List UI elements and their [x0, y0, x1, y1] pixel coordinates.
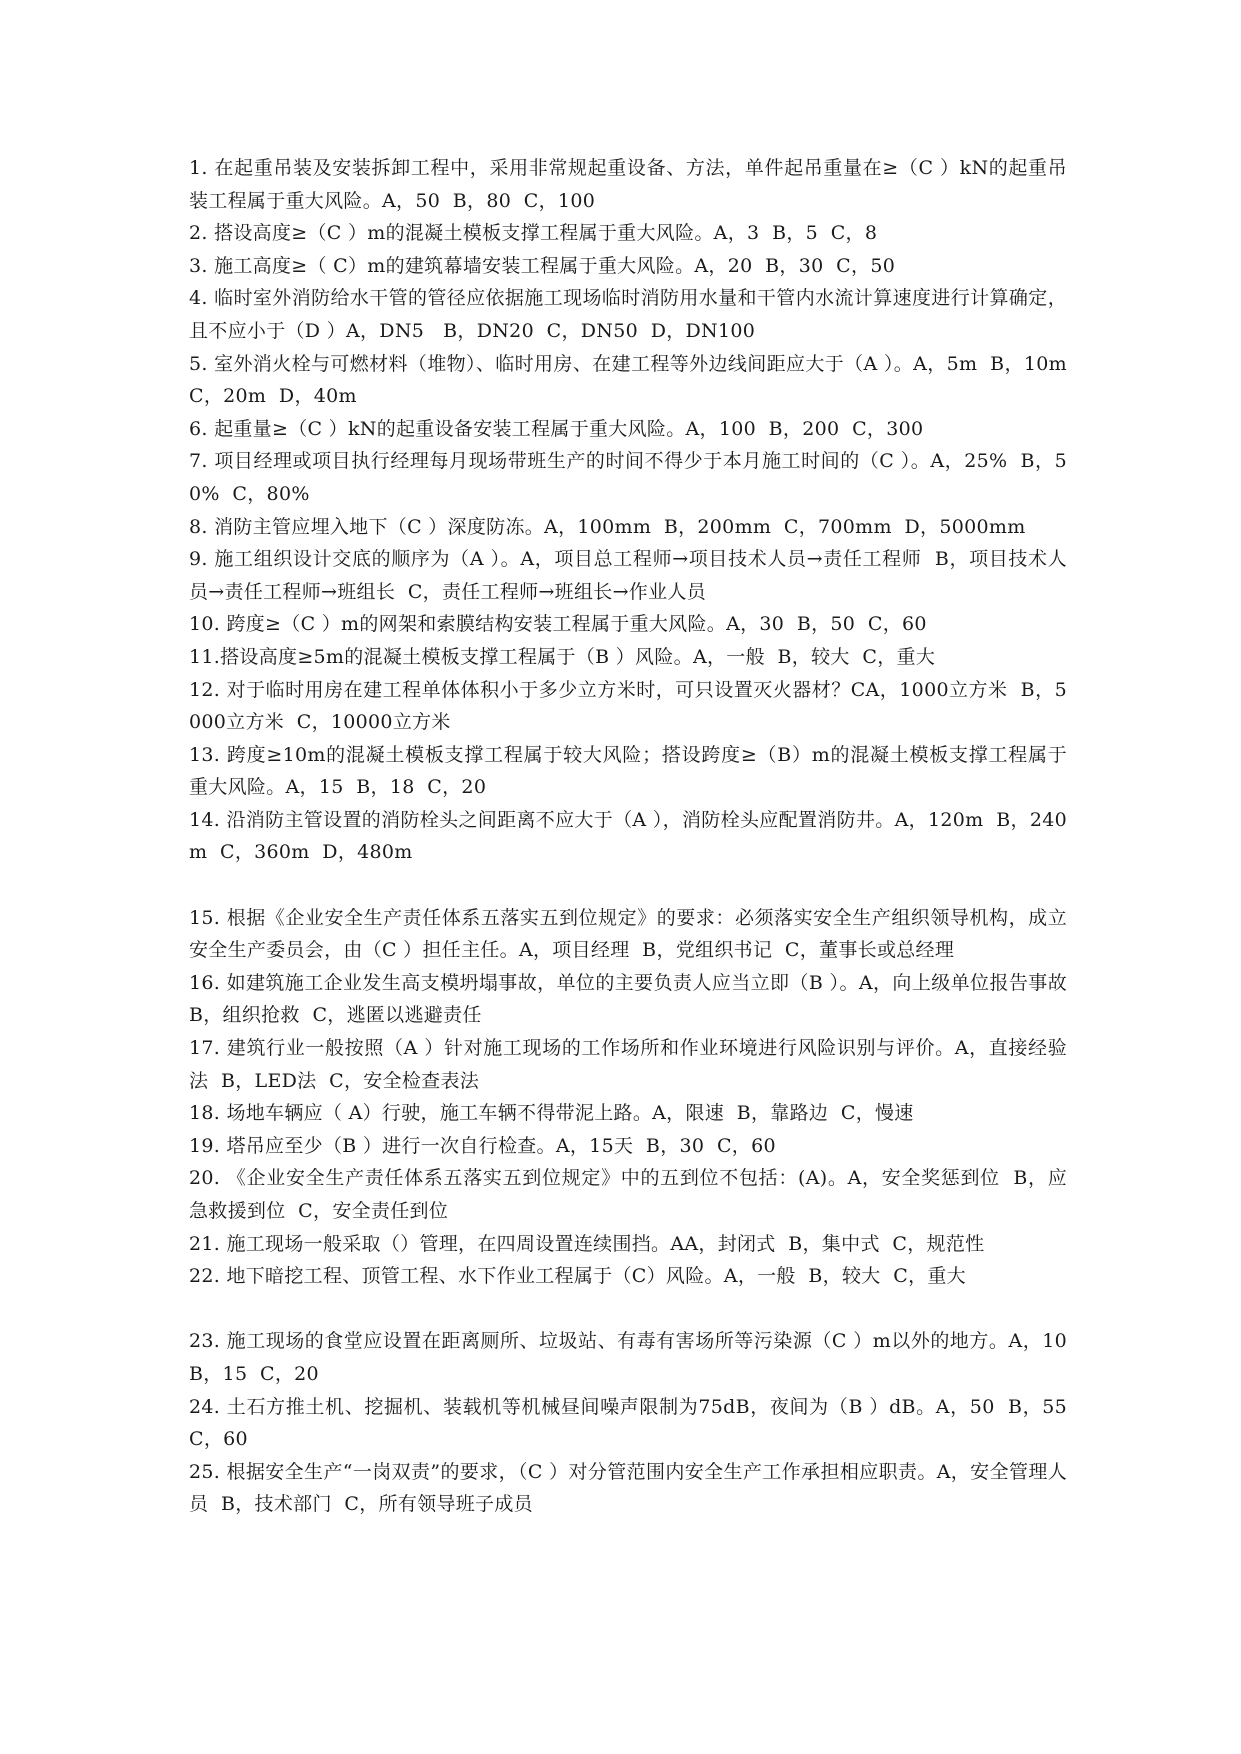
question-item: 21. 施工现场一般采取（）管理，在四周设置连续围挡。AA，封闭式 B，集中式 C，规范性 — [189, 1232, 985, 1255]
question-item: 10. 跨度≥（C ）m的网架和索膜结构安装工程属于重大风险。A，30 B，50 C，60 — [189, 613, 927, 636]
question-item: 13. 跨度≥10m的混凝土模板支撑工程属于较大风险；搭设跨度≥（B）m的混凝土模板支撑工程属于重大风险。A，15 B，18 C，20 — [189, 743, 1067, 799]
question-item: 17. 建筑行业一般按照（A ）针对施工现场的工作场所和作业环境进行风险识别与评价。A，直接经验法 B，LED法 C，安全检查表法 — [189, 1037, 1067, 1092]
question-item: 8. 消防主管应埋入地下（C ）深度防冻。A，100mm B，200mm C，700mm D，5000mm — [189, 515, 1026, 538]
blank-line — [189, 869, 1067, 902]
question-list — [189, 152, 1080, 1521]
question-item: 16. 如建筑施工企业发生高支模坍塌事故，单位的主要负责人应当立即（B ）。A，向上级单位报告事故 B，组织抢救 C，逃匿以逃避责任 — [189, 971, 1080, 1027]
question-item: 18. 场地车辆应（ A）行驶，施工车辆不得带泥上路。A，限速 B，靠路边 C，慢速 — [189, 1102, 914, 1125]
question-item: 4. 临时室外消防给水干管的管径应依据施工现场临时消防用水量和干管内水流计算速度进行计算确定，且不应小于（D ）A，DN5 B，DN20 C，DN50 D，DN100 — [189, 287, 1067, 342]
blank-line — [189, 1293, 1067, 1326]
question-item: 3. 施工高度≥（ C）m的建筑幕墙安装工程属于重大风险。A，20 B，30 C，50 — [189, 254, 896, 277]
question-item: 14. 沿消防主管设置的消防栓头之间距离不应大于（A ），消防栓头应配置消防井。A，120m B，240m C，360m D，480m — [189, 808, 1067, 864]
question-item: 20. 《企业安全生产责任体系五落实五到位规定》中的五到位不包括：(A)。A，安全奖惩到位 B，应急救援到位 C，安全责任到位 — [189, 1167, 1067, 1222]
question-item: 1. 在起重吊装及安装拆卸工程中，采用非常规起重设备、方法，单件起吊重量在≥（C ）kN的起重吊装工程属于重大风险。A，50 B，80 C，100 — [189, 157, 1067, 212]
question-item: 6. 起重量≥（C ）kN的起重设备安装工程属于重大风险。A，100 B，200 C，300 — [189, 417, 924, 440]
question-item: 7. 项目经理或项目执行经理每月现场带班生产的时间不得少于本月施工时间的（C ）。A，25% B，50% C，80% — [189, 450, 1067, 505]
question-item: 2. 搭设高度≥（C ）m的混凝土模板支撑工程属于重大风险。A，3 B，5 C，8 — [189, 222, 878, 245]
question-item: 12. 对于临时用房在建工程单体体积小于多少立方米时，可只设置灭火器材？CA，1000立方米 B，5000立方米 C，10000立方米 — [189, 678, 1067, 734]
question-item: 5. 室外消火栓与可燃材料（堆物）、临时用房、在建工程等外边线间距应大于（A ）。A，5m B，10m C，20m D，40m — [189, 352, 1080, 408]
question-item: 15. 根据《企业安全生产责任体系五落实五到位规定》的要求：必须落实安全生产组织领导机构，成立安全生产委员会，由（C ）担任主任。A，项目经理 B，党组织书记 C，董事长或总经理 — [189, 906, 1067, 962]
question-item: 11.搭设高度≥5m的混凝土模板支撑工程属于（B ）风险。A，一般 B，较大 C，重大 — [189, 645, 936, 668]
question-item: 22. 地下暗挖工程、顶管工程、水下作业工程属于（C）风险。A，一般 B，较大 C，重大 — [189, 1265, 966, 1288]
question-item: 24. 土石方推土机、挖掘机、装载机等机械昼间噪声限制为75dB，夜间为（B ）dB。A，50 B，55 C，60 — [189, 1395, 1080, 1451]
question-item: 23. 施工现场的食堂应设置在距离厕所、垃圾站、有毒有害场所等污染源（C ）m以外的地方。A，10 B，15 C，20 — [189, 1330, 1080, 1385]
question-item: 19. 塔吊应至少（B ）进行一次自行检查。A，15天 B，30 C，60 — [189, 1134, 776, 1157]
question-item: 25. 根据安全生产“一岗双责”的要求，（C ）对分管范围内安全生产工作承担相应职责。A，安全管理人员 B，技术部门 C，所有领导班子成员 — [189, 1460, 1067, 1516]
question-item: 9. 施工组织设计交底的顺序为（A ）。A，项目总工程师→项目技术人员→责任工程师 B，项目技术人员→责任工程师→班组长 C，责任工程师→班组长→作业人员 — [189, 548, 1067, 603]
